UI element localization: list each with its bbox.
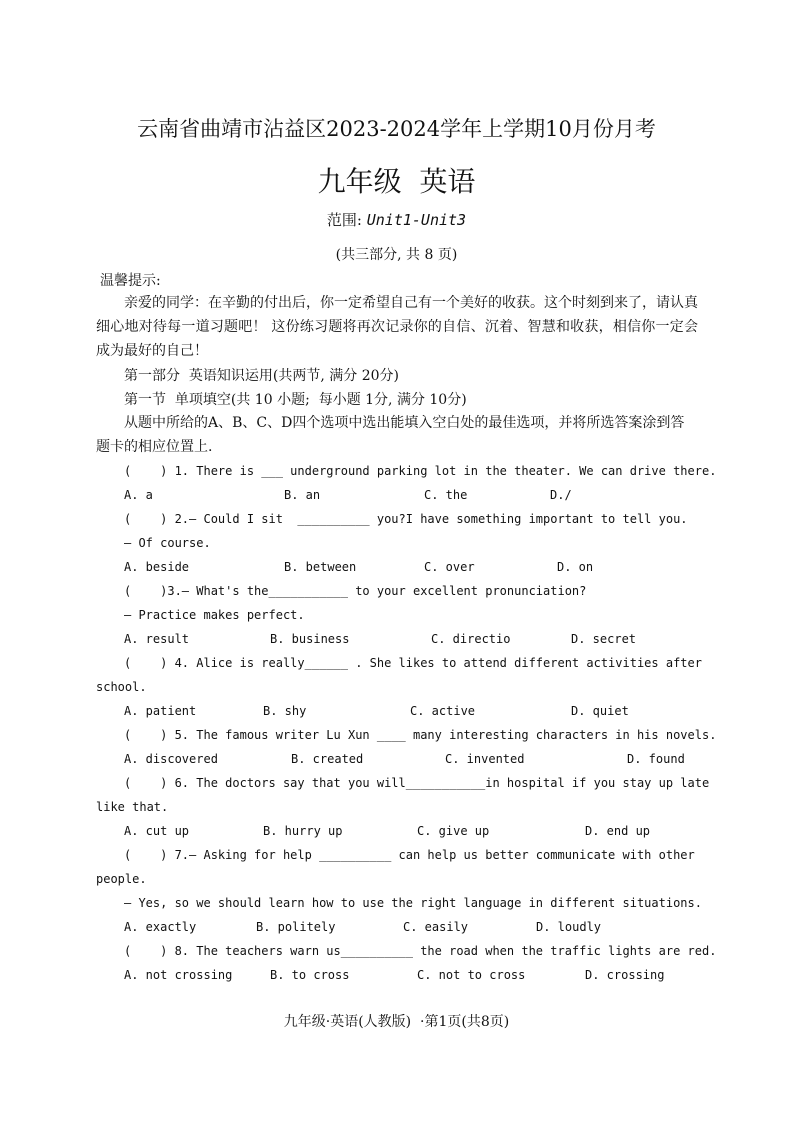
option-c: C. not to cross: [417, 968, 526, 982]
option-d: D. end up: [585, 824, 651, 838]
option-c: C. the: [424, 488, 468, 502]
option-c: C. over: [424, 560, 475, 574]
option-c: C. easily: [403, 920, 469, 934]
option-c: C. invented: [445, 752, 525, 766]
question-line: like that.: [96, 800, 169, 814]
option-c: C. directio: [431, 632, 511, 646]
question-line: ( ) 4. Alice is really______ . She likes to attend different activities after: [124, 656, 702, 670]
option-b: B. hurry up: [263, 824, 343, 838]
exam-subtitle: 九年级 英语: [317, 165, 476, 198]
option-d: D. secret: [571, 632, 637, 646]
option-a: A. result: [124, 632, 190, 646]
part-heading: 第一部分 英语知识运用(共两节, 满分 20分): [124, 368, 399, 384]
option-b: B. created: [291, 752, 364, 766]
option-d: D. crossing: [585, 968, 665, 982]
option-b: B. shy: [263, 704, 307, 718]
question-line: — Of course.: [124, 536, 211, 550]
question-line: — Practice makes perfect.: [124, 608, 305, 622]
option-b: B. to cross: [270, 968, 350, 982]
question-line: ( ) 5. The famous writer Lu Xun ____ many interesting characters in his novels.: [124, 728, 717, 742]
subsection-heading: 第一节 单项填空(共 10 小题; 每小题 1分, 满分 10分): [124, 392, 467, 408]
option-c: C. active: [410, 704, 476, 718]
option-a: A. discovered: [124, 752, 218, 766]
question-line: ( )3.— What's the___________ to your excellent pronunciation?: [124, 584, 587, 598]
tips-paragraph: 亲爱的同学：在辛勤的付出后，你一定希望自己有一个美好的收获。这个时刻到来了，请认真细心地对待每一道习题吧！ 这份练习题将再次记录你的自信、沉着、智慧和收获，相信你一定会成为最好的自己！: [96, 295, 698, 359]
question-line: school.: [96, 680, 147, 694]
exam-range: [0, 209, 793, 230]
question-line: ( ) 7.— Asking for help __________ can help us better communicate with other: [124, 848, 695, 862]
option-a: A. cut up: [124, 824, 190, 838]
range-value: Unit1-Unit3: [366, 211, 467, 229]
option-a: A. exactly: [124, 920, 197, 934]
option-d: D. on: [557, 560, 594, 574]
option-b: B. politely: [256, 920, 336, 934]
option-a: A. patient: [124, 704, 197, 718]
exam-title: 云南省曲靖市沾益区2023-2024学年上学期10月份月考: [137, 117, 656, 141]
option-b: B. between: [284, 560, 357, 574]
range-label: 范围:: [326, 211, 367, 229]
instructions: 从题中所给的A、B、C、D四个选项中选出能填入空白处的最佳选项，并将所选答案涂到答题卡的相应位置上.: [96, 415, 685, 455]
option-a: A. beside: [124, 560, 190, 574]
option-b: B. business: [270, 632, 350, 646]
question-line: ( ) 8. The teachers warn us__________ the road when the traffic lights are red.: [124, 944, 717, 958]
question-line: — Yes, so we should learn how to use the right language in different situations.: [124, 896, 702, 910]
question-line: ( ) 6. The doctors say that you will___________in hospital if you stay up late: [124, 776, 710, 790]
option-d: D./: [550, 488, 572, 502]
option-c: C. give up: [417, 824, 490, 838]
option-d: D. quiet: [571, 704, 629, 718]
page-footer: 九年级·英语(人教版) ·第1页(共8页): [283, 1014, 510, 1030]
option-b: B. an: [284, 488, 321, 502]
option-d: D. loudly: [536, 920, 602, 934]
parts-note: (共三部分, 共 8 页): [335, 247, 458, 263]
question-line: people.: [96, 872, 147, 886]
option-a: A. not crossing: [124, 968, 233, 982]
option-d: D. found: [627, 752, 685, 766]
option-a: A. a: [124, 488, 153, 502]
tips-label: 温馨提示:: [100, 273, 161, 289]
question-line: ( ) 2.— Could I sit __________ you?I have something important to tell you.: [124, 512, 688, 526]
question-line: ( ) 1. There is ___ underground parking lot in the theater. We can drive there.: [124, 464, 717, 478]
